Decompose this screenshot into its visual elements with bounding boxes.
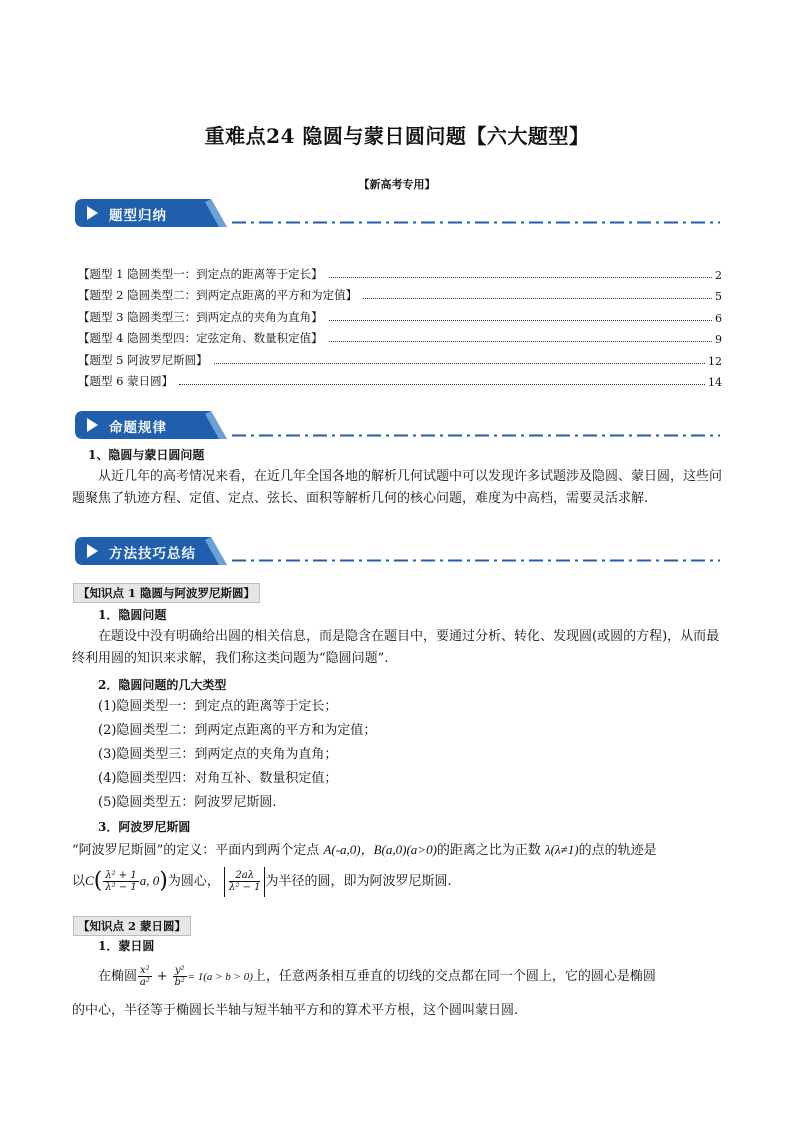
toc-entry-label: 【题型 3 隐圆类型三：到两定点的夹角为直角】 — [78, 309, 323, 324]
toc-entry[interactable] — [78, 260, 722, 282]
fraction-denominator: λ² − 1 — [228, 881, 261, 893]
center-coords: a, 0 — [139, 873, 160, 888]
toc-entry-label: 【题型 1 隐圆类型一：到定点的距离等于定长】 — [78, 266, 323, 281]
definition-text: 的距离之比为正数 — [436, 843, 546, 858]
type-item: (3)隐圆类型三：到两定点的夹角为直角； — [98, 747, 338, 762]
definition-text: 以 — [72, 874, 86, 889]
radius-fraction — [229, 870, 260, 893]
type-item: (1)隐圆类型一：到定点的距离等于定长； — [98, 699, 338, 714]
table-of-contents — [78, 260, 722, 389]
paren-close: ) — [159, 868, 168, 894]
paren-open: ( — [93, 868, 103, 894]
section-banner-rules — [75, 411, 227, 439]
knowledge-point-2-label: 【知识点 2 蒙日圆】 — [73, 916, 191, 936]
fixed-points-math: A(-a,0)，B(a,0)(a>0) — [323, 842, 437, 857]
lambda-math: λ(λ≠1) — [545, 842, 579, 857]
center-math: C — [85, 873, 94, 888]
center-fraction — [103, 870, 138, 893]
play-arrow-icon — [87, 418, 98, 432]
section-banner-question-types — [75, 199, 227, 227]
toc-entry[interactable] — [78, 346, 722, 368]
monge-line2: 的中心，半径等于椭圆长半轴与短半轴平方和的算术平方根，这个圆叫蒙日圆. — [72, 1003, 519, 1018]
ellipse-y-fraction — [173, 965, 187, 988]
section-divider — [232, 434, 720, 437]
apollonius-definition-line1 — [72, 839, 724, 862]
ellipse-condition: = 1(a > b > 0) — [187, 971, 253, 983]
toc-page-number: 6 — [715, 311, 722, 325]
rules-heading: 1、隐圆与蒙日圆问题 — [88, 448, 205, 462]
fraction-numerator: 2aλ — [229, 870, 260, 882]
toc-page-number: 12 — [708, 354, 722, 368]
toc-entry-label: 【题型 4 隐圆类型四：定弦定角、数量积定值】 — [78, 331, 323, 345]
fraction-denominator: b² — [174, 977, 185, 988]
toc-leader-dots — [329, 319, 712, 321]
definition-text: 的点的轨迹是 — [578, 843, 657, 858]
hidden-circle-types-heading: 2．隐圆问题的几大类型 — [98, 678, 227, 692]
toc-page-number: 9 — [715, 333, 722, 346]
apollonius-heading: 3．阿波罗尼斯圆 — [98, 820, 191, 834]
monge-text: 在椭圆 — [98, 969, 138, 984]
definition-text: 为圆心， — [167, 874, 220, 889]
toc-leader-dots — [329, 340, 712, 342]
toc-entry-label: 【题型 6 蒙日圆】 — [78, 374, 174, 388]
rules-paragraph: 从近几年的高考情况来看，在近几年全国各地的解析几何试题中可以发现许多试题涉及隐圆、蒙日圆，这些问题聚焦了轨迹方程、定值、定点、弦长、面积等解析几何的核心问题，难度为中高档，需要灵活求解. — [72, 469, 723, 506]
toc-leader-dots — [363, 297, 712, 299]
toc-entry-label: 【题型 5 阿波罗尼斯圆】 — [78, 352, 208, 367]
hidden-circle-heading: 1．隐圆问题 — [98, 608, 167, 622]
banner-label: 方法技巧总结 — [109, 546, 196, 562]
radius-absolute — [224, 867, 265, 897]
section-banner-methods — [75, 537, 227, 565]
monge-text: 上，任意两条相互垂直的切线的交点都在同一个圆上，它的圆心是椭圆 — [252, 969, 656, 984]
toc-leader-dots — [329, 276, 712, 278]
page-subtitle: 【新高考专用】 — [358, 178, 436, 191]
fraction-denominator: λ² − 1 — [105, 882, 137, 893]
fraction-numerator: λ² + 1 — [105, 870, 137, 881]
page-title: 重难点24 隐圆与蒙日圆问题【六大题型】 — [204, 124, 590, 148]
toc-entry[interactable] — [78, 325, 722, 347]
toc-entry[interactable] — [78, 282, 722, 304]
type-item: (5)隐圆类型五：阿波罗尼斯圆. — [98, 795, 277, 810]
monge-line1: 在椭圆 $\frac{\text{x²}}{\text{a²}}$ + $\frac{\text{y²}}{\text{b²}}$ = 1(a > b > 0)上，任意两条相互垂直的切线的交点都在同一个圆上，它的圆心是椭圆 — [98, 965, 656, 988]
toc-leader-dots — [214, 362, 705, 364]
apollonius-definition-line2 — [72, 866, 724, 897]
toc-leader-dots — [179, 383, 705, 385]
type-item: (2)隐圆类型二：到两定点距离的平方和为定值； — [98, 723, 377, 738]
toc-page-number: 14 — [708, 376, 722, 389]
toc-entry[interactable] — [78, 368, 722, 390]
play-arrow-icon — [87, 206, 98, 220]
banner-label: 命题规律 — [109, 420, 167, 436]
fraction-denominator: a² — [139, 977, 150, 988]
definition-text: “阿波罗尼斯圆”的定义：平面内到两个定点 — [72, 843, 324, 858]
play-arrow-icon — [87, 544, 98, 558]
toc-page-number: 5 — [715, 290, 722, 303]
ellipse-x-fraction — [138, 965, 152, 988]
section-divider — [232, 221, 720, 224]
hidden-circle-paragraph: 在题设中没有明确给出圆的相关信息，而是隐含在题目中，要通过分析、转化、发现圆(或圆的方程)，从而最终利用圆的知识来求解，我们称这类问题为“隐圆问题”. — [72, 629, 720, 666]
type-item: (4)隐圆类型四：对角互补、数量积定值； — [98, 771, 338, 786]
toc-entry[interactable] — [78, 303, 722, 325]
definition-text: 为半径的圆，即为阿波罗尼斯圆. — [265, 874, 452, 889]
toc-page-number: 2 — [715, 268, 722, 282]
fraction-numerator: y² — [174, 965, 185, 976]
banner-label: 题型归纳 — [109, 208, 167, 224]
monge-circle-heading: 1．蒙日圆 — [98, 939, 155, 953]
fraction-numerator: x² — [140, 965, 150, 976]
toc-entry-label: 【题型 2 隐圆类型二：到两定点距离的平方和为定值】 — [78, 288, 358, 302]
knowledge-point-1-label: 【知识点 1 隐圆与阿波罗尼斯圆】 — [73, 583, 260, 603]
section-divider — [232, 559, 720, 562]
